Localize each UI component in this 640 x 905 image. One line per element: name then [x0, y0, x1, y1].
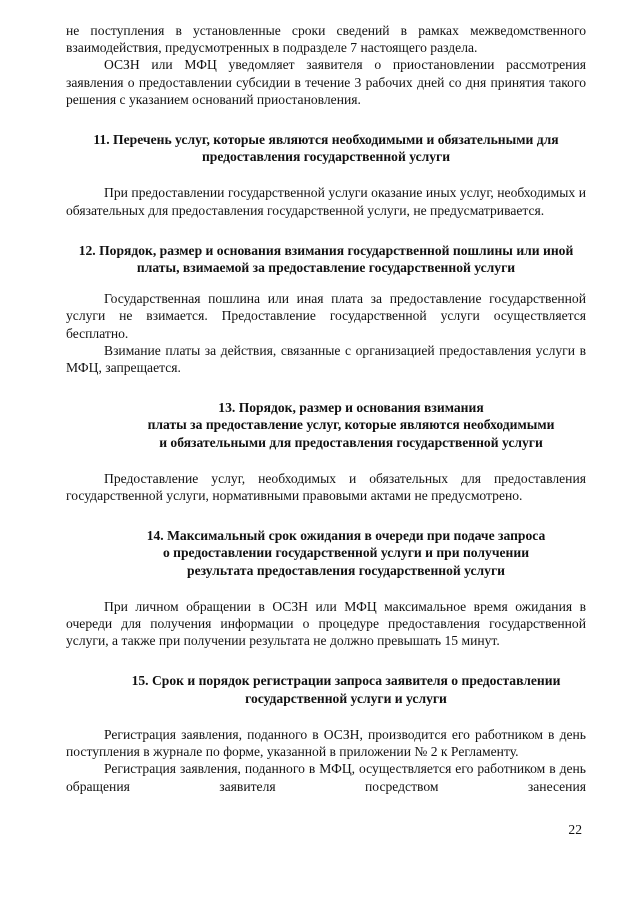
- section-13-heading-line-1: 13. Порядок, размер и основания взимания: [218, 400, 484, 416]
- section-15: [66, 672, 586, 794]
- paragraph-suspension-notice: ОСЗН или МФЦ уведомляет заявителя о приостановлении рассмотрения заявления о предоставлении субсидии в течение 3 рабочих дней со дня принятия такого решения с указанием оснований приостановления.: [66, 57, 586, 107]
- section-12-heading: 12. Порядок, размер и основания взимания государственной пошлины или иной платы, взимаемой за предоставление государственной услуги: [78, 242, 574, 276]
- section-15-heading-line-1: 15. Срок и порядок регистрации запроса заявителя о предоставлении: [131, 673, 561, 689]
- section-12-paragraph-1: Государственная пошлина или иная плата за предоставление государственной услуги не взимается. Предоставление государственной услуги осуществляется бесплатно.: [66, 291, 586, 341]
- section-12: [66, 242, 586, 376]
- section-11-heading: 11. Перечень услуг, которые являются необходимыми и обязательными для предоставления государственной услуги: [93, 132, 559, 165]
- document-page: [66, 22, 586, 795]
- paragraph-continuation: не поступления в установленные сроки сведений в рамках межведомственного взаимодействия, предусмотренных в подразделе 7 настоящего раздела.: [66, 23, 586, 56]
- section-14-heading-line-3: результата предоставления государственной услуги: [187, 562, 505, 578]
- section-13-heading-line-3: и обязательными для предоставления государственной услуги: [159, 434, 543, 450]
- section-14-paragraph: При личном обращении в ОСЗН или МФЦ максимальное время ожидания в очереди для получения информации о процедуре предоставления государственной услуги, а также при получении результата не должно превышать 15 минут.: [66, 598, 586, 649]
- section-15-paragraph-1: Регистрация заявления, поданного в ОСЗН, производится его работником в день поступления в журнале по форме, указанной в приложении № 2 к Регламенту.: [66, 726, 586, 760]
- section-13: [66, 399, 586, 504]
- section-15-heading-line-2: государственной услуги и услуги: [245, 690, 447, 706]
- section-15-paragraph-2: Регистрация заявления, поданного в МФЦ, осуществляется его работником в день обращения заявителя посредством занесения: [66, 761, 586, 794]
- section-12-paragraph-2: Взимание платы за действия, связанные с организацией предоставления услуги в МФЦ, запрещается.: [66, 342, 586, 376]
- section-14: [66, 527, 586, 649]
- section-14-heading-line-1: 14. Максимальный срок ожидания в очереди при подаче запроса: [146, 528, 546, 544]
- section-13-paragraph: Предоставление услуг, необходимых и обязательных для предоставления государственной услуги, нормативными правовыми актами не предусмотрено.: [66, 470, 586, 504]
- section-13-heading-line-2: платы за предоставление услуг, которые являются необходимыми: [147, 417, 555, 433]
- section-14-heading-line-2: о предоставлении государственной услуги и при получении: [162, 545, 530, 561]
- page-number: 22: [568, 822, 582, 837]
- section-11: [66, 131, 586, 219]
- section-11-paragraph: При предоставлении государственной услуги оказание иных услуг, необходимых и обязательных для предоставления государственной услуги, не предусматривается.: [66, 185, 586, 218]
